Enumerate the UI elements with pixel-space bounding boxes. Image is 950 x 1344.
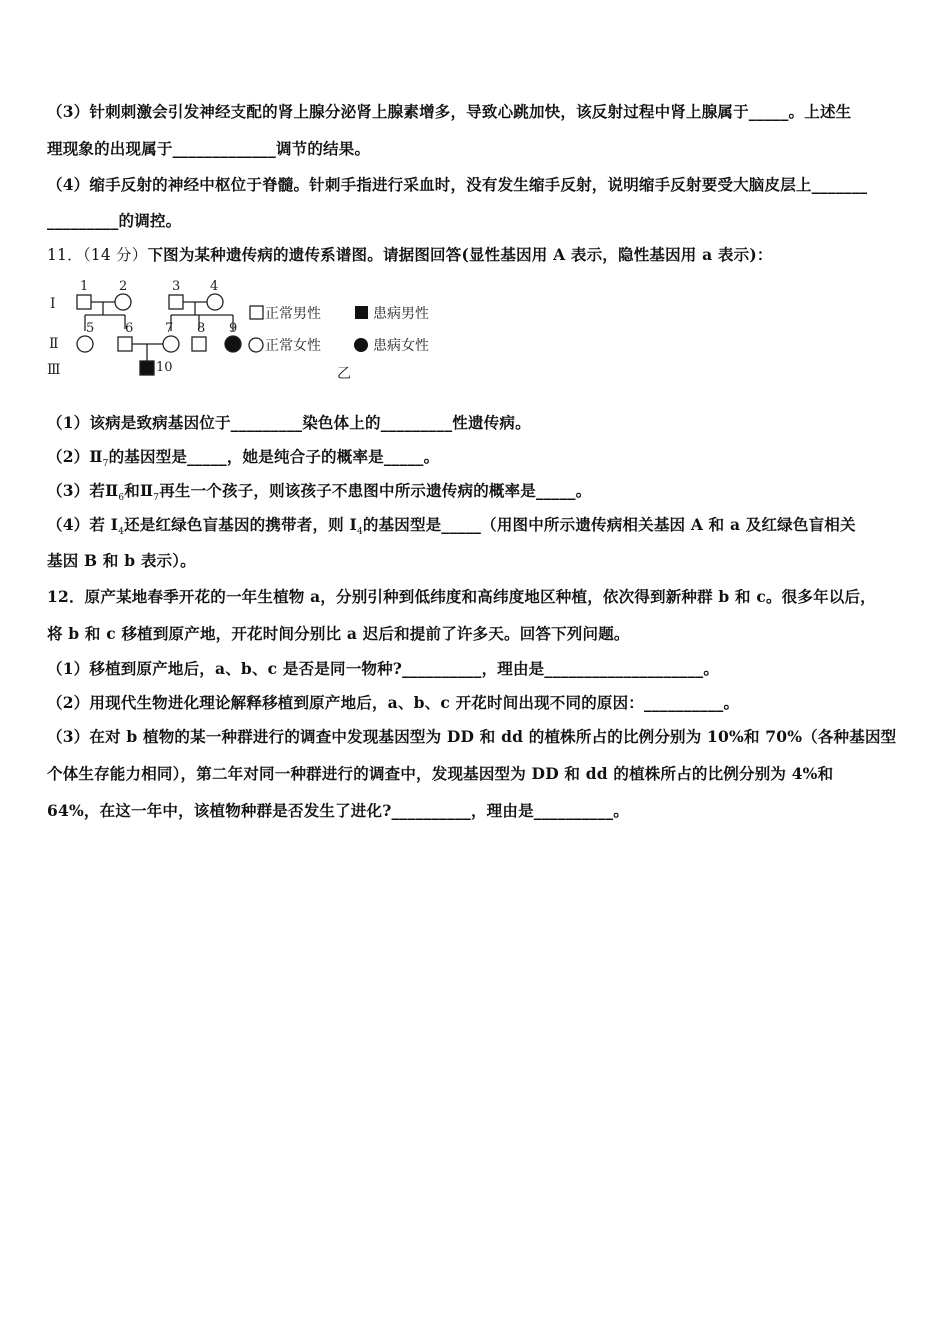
q11-part1: （1）该病是致病基因位于_________染色体上的_________性遗传病。 (47, 413, 531, 432)
pedigree-diagram (45, 272, 465, 384)
legend-normal-female-label: 正常女性 (265, 338, 321, 354)
individual-3-normal-male (169, 295, 183, 309)
q11-part3-sub1: 6 (118, 493, 125, 504)
q12-part3-line1: （3）在对 b 植物的某一种群进行的调查中发现基因型为 DD 和 dd 的植株所占的比例分别为 10%和 70%（各种基因型 (47, 727, 897, 746)
individual-4-normal-female (207, 294, 223, 310)
q12-stem-line2: 将 b 和 c 移植到原产地，开花时间分别比 a 迟后和提前了许多天。回答下列问题。 (47, 624, 630, 643)
individual-number-8: 8 (197, 321, 206, 336)
individual-2-normal-female (115, 294, 131, 310)
q11-part3 (47, 481, 591, 508)
individual-number-2: 2 (119, 279, 128, 294)
individual-number-7: 7 (165, 321, 174, 336)
figure-label: 乙 (337, 366, 351, 382)
legend-normal-female-symbol (249, 338, 263, 352)
q12-part3-line3: 64%，在这一年中，该植物种群是否发生了进化?__________，理由是__________。 (47, 801, 629, 820)
individual-number-1: 1 (80, 279, 89, 294)
q11-number: 11．（14 分） (47, 246, 148, 264)
q11-part4-line2: 基因 B 和 b 表示）。 (47, 551, 196, 570)
q11-part4-b: 还是红绿色盲基因的携带者，则 I (124, 515, 357, 534)
q12-part3-line2: 个体生存能力相同），第二年对同一种群进行的调查中，发现基因型为 DD 和 dd 的植株所占的比例分别为 4%和 (47, 764, 834, 783)
q10-part3-line2: 理现象的出现属于_____________调节的结果。 (47, 139, 371, 158)
q11-stem (47, 245, 773, 265)
q12-stem-line1: 12．原产某地春季开花的一年生植物 a，分别引种到低纬度和高纬度地区种植，依次得到新种群 b 和 c。很多年以后， (47, 587, 876, 606)
individual-1-normal-male (77, 295, 91, 309)
legend-affected-male-symbol (355, 306, 368, 319)
individual-number-4: 4 (210, 279, 219, 294)
individual-number-6: 6 (125, 321, 134, 336)
q11-stem-text: 下图为某种遗传病的遗传系谱图。请据图回答(显性基因用 A 表示，隐性基因用 a 表示)： (147, 245, 773, 264)
q10-part3-line1: （3）针刺刺激会引发神经支配的肾上腺分泌肾上腺素增多，导致心跳加快，该反射过程中肾上腺属于_____。上述生 (47, 102, 852, 121)
q11-part2-b: 的基因型是_____，她是纯合子的概率是_____。 (108, 447, 440, 466)
q11-part2-sub: 7 (102, 459, 109, 470)
legend-normal-male-symbol (250, 306, 263, 319)
q12-part2: （2）用现代生物进化理论解释移植到原产地后，a、b、c 开花时间出现不同的原因：__________。 (47, 693, 740, 712)
individual-number-3: 3 (172, 279, 181, 294)
q10-part4-line1: （4）缩手反射的神经中枢位于脊髓。针刺手指进行采血时，没有发生缩手反射，说明缩手反射要受大脑皮层上_______ (47, 175, 868, 194)
individual-number-5: 5 (86, 321, 95, 336)
legend-affected-female-label: 患病女性 (373, 338, 429, 354)
generation-label-3: Ⅲ (47, 362, 61, 378)
legend-affected-female-symbol (354, 338, 368, 352)
individual-8-normal-male (192, 337, 206, 351)
individual-number-9: 9 (229, 321, 238, 336)
q11-part2-a: （2）Ⅱ (47, 447, 103, 466)
q11-part2 (47, 447, 439, 474)
q12-part1: （1）移植到原产地后，a、b、c 是否是同一物种?__________，理由是____________________。 (47, 659, 720, 678)
generation-label-2: Ⅱ (49, 336, 59, 352)
individual-9-affected-female (225, 336, 241, 352)
q11-part3-a: （3）若Ⅱ (47, 481, 119, 500)
individual-7-normal-female (163, 336, 179, 352)
individual-5-normal-female (77, 336, 93, 352)
individual-6-normal-male (118, 337, 132, 351)
q11-part4-line1 (47, 515, 856, 542)
individual-10-affected-male (140, 361, 154, 375)
legend-affected-male-label: 患病男性 (373, 306, 429, 322)
q11-part3-sub2: 7 (153, 493, 160, 504)
q10-part4-line2: _________的调控。 (47, 211, 182, 230)
q11-part4-a: （4）若 I (47, 515, 119, 534)
q11-part4-c: 的基因型是_____（用图中所示遗传病相关基因 A 和 a 及红绿色盲相关 (362, 515, 856, 534)
q11-part3-c: 再生一个孩子，则该孩子不患图中所示遗传病的概率是_____。 (159, 481, 592, 500)
generation-label-1: Ⅰ (50, 296, 56, 312)
legend-normal-male-label: 正常男性 (265, 306, 321, 322)
q11-part4-sub2: 4 (356, 527, 363, 538)
individual-number-10: 10 (156, 360, 173, 375)
q11-part3-b: 和Ⅱ (124, 481, 154, 500)
q11-part4-sub1: 4 (118, 527, 125, 538)
